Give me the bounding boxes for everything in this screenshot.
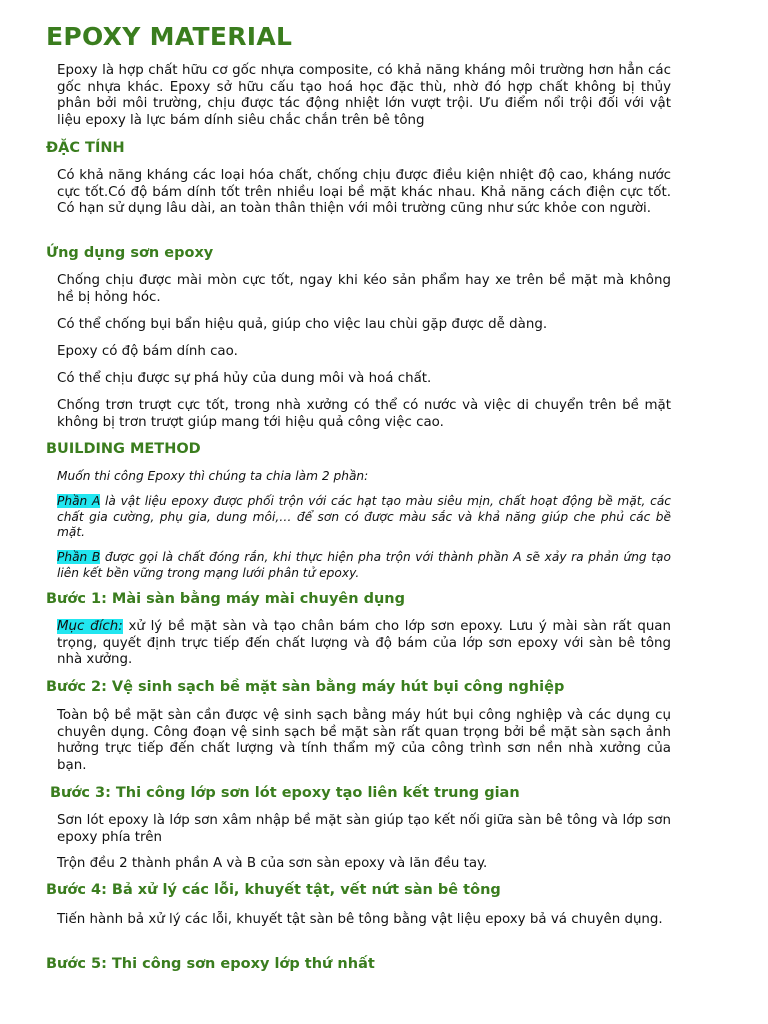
- building-method-intro: Muốn thi công Epoxy thì chúng ta chia làm 2 phần:: [57, 469, 369, 483]
- step3-item: Sơn lót epoxy là lớp sơn xâm nhập bề mặt sàn giúp tạo kết nối giữa sàn bê tông và lớp sơn epoxy phía trên: [57, 813, 671, 845]
- part-b-label: Phần B: [57, 550, 101, 564]
- part-b-text: được gọi là chất đóng rắn, khi thực hiện pha trộn với thành phần A sẽ xảy ra phản ứng tạo liên kết bền vững trong mạng lưới phân tử epoxy.: [57, 550, 671, 580]
- step5-heading: Bước 5: Thi công sơn epoxy lớp thứ nhất: [46, 956, 375, 972]
- properties-heading: ĐẶC TÍNH: [46, 140, 125, 156]
- step2-heading: Bước 2: Vệ sinh sạch bề mặt sàn bằng máy hút bụi công nghiệp: [46, 679, 565, 695]
- applications-item: Có thể chống bụi bẩn hiệu quả, giúp cho việc lau chùi gặp được dễ dàng.: [57, 317, 548, 332]
- step4-heading: Bước 4: Bả xử lý các lỗi, khuyết tật, vết nứt sàn bê tông: [46, 882, 501, 898]
- part-a-text: là vật liệu epoxy được phối trộn với các hạt tạo màu siêu mịn, chất hoạt động bề mặt, các chất gia cường, phụ gia, dung môi,… để sơn có được màu sắc và khả năng giúp che phủ các bề mặt.: [57, 494, 671, 539]
- applications-heading: Ứng dụng sơn epoxy: [46, 245, 214, 261]
- part-a-paragraph: [57, 494, 671, 541]
- part-b-paragraph: [57, 550, 671, 581]
- part-a-label: Phần A: [57, 494, 101, 508]
- step1-paragraph: [57, 619, 671, 669]
- applications-item: Có thể chịu được sự phá hủy của dung môi và hoá chất.: [57, 371, 432, 386]
- step1-text: xử lý bề mặt sàn và tạo chân bám cho lớp sơn epoxy. Lưu ý mài sàn rất quan trọng, quyết định trực tiếp đến chất lượng và độ bám của lớp sơn epoxy với sàn bê tông nhà xưởng.: [57, 619, 671, 667]
- intro-paragraph: Epoxy là hợp chất hữu cơ gốc nhựa composite, có khả năng kháng môi trường hơn hẳn các gốc nhựa khác. Epoxy sở hữu cấu tạo hoá học đặc thù, nhờ đó hợp chất không bị thủy phân bởi môi trường, chịu được tác động nhiệt lớn vượt trội. Ưu điểm nổi trội đối với vật liệu epoxy là lực bám dính siêu chắc chắn trên bê tông: [57, 63, 671, 128]
- step2-paragraph: Toàn bộ bề mặt sàn cần được vệ sinh sạch bằng máy hút bụi công nghiệp và các dụng cụ chuyên dụng. Công đoạn vệ sinh sạch bề mặt sàn rất quan trọng bởi bề mặt sàn sạch ảnh hưởng trực tiếp đến chất lượng và tính thẩm mỹ của công trình sơn nền nhà xưởng của bạn.: [57, 708, 671, 773]
- applications-item: Chống trơn trượt cực tốt, trong nhà xưởng có thể có nước và việc di chuyển trên bề mặt không bị trơn trượt giúp mang tới hiệu quả công việc cao.: [57, 398, 671, 430]
- step3-item: Trộn đều 2 thành phần A và B của sơn sàn epoxy và lăn đều tay.: [57, 856, 488, 871]
- properties-paragraph: Có khả năng kháng các loại hóa chất, chống chịu được điều kiện nhiệt độ cao, kháng nước cực tốt.Có độ bám dính tốt trên nhiều loại bề mặt khác nhau. Khả năng cách điện cực tốt. Có hạn sử dụng lâu dài, an toàn thân thiện với môi trường cũng như sức khỏe con người.: [57, 168, 671, 216]
- applications-item: Chống chịu được mài mòn cực tốt, ngay khi kéo sản phẩm hay xe trên bề mặt mà không hề bị hỏng hóc.: [57, 273, 671, 305]
- step3-heading: Bước 3: Thi công lớp sơn lót epoxy tạo liên kết trung gian: [50, 785, 520, 801]
- building-method-heading: BUILDING METHOD: [46, 441, 201, 457]
- applications-item: Epoxy có độ bám dính cao.: [57, 344, 238, 359]
- step1-purpose-label: Mục đích:: [57, 619, 123, 634]
- document-title: EPOXY MATERIAL: [46, 22, 293, 51]
- step1-heading: Bước 1: Mài sàn bằng máy mài chuyên dụng: [46, 591, 406, 607]
- step4-paragraph: Tiến hành bả xử lý các lỗi, khuyết tật sàn bê tông bằng vật liệu epoxy bả vá chuyên dụng.: [57, 912, 663, 927]
